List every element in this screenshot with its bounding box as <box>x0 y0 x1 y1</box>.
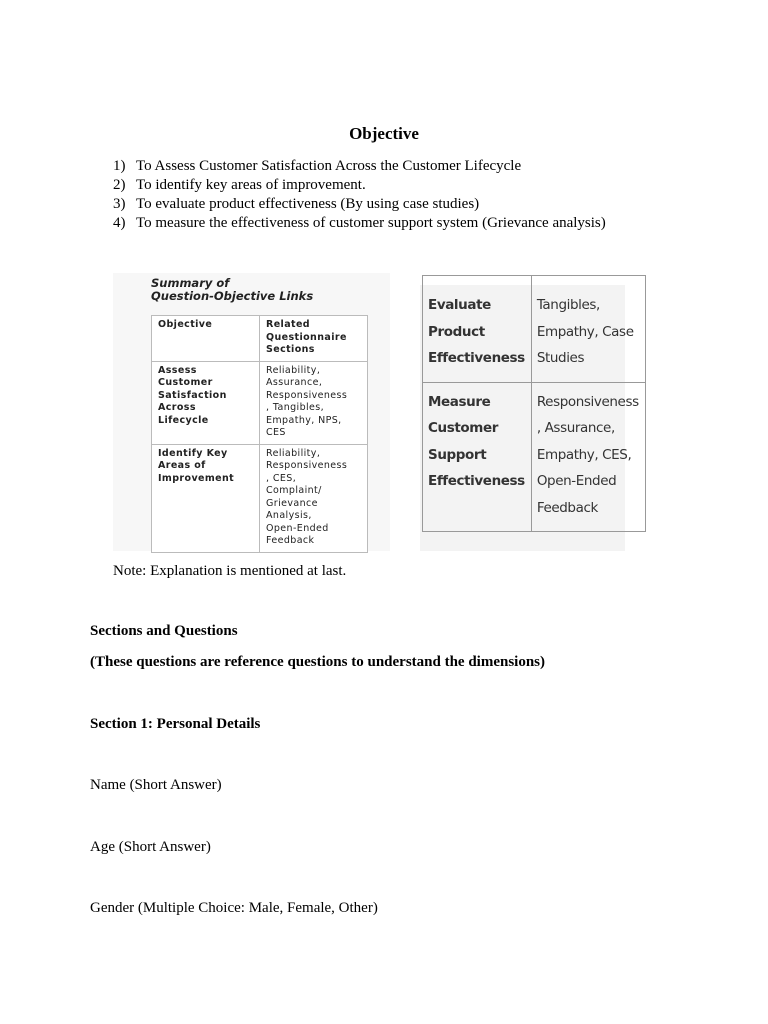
summary-table-image <box>113 273 390 551</box>
question-gender: Gender (Multiple Choice: Male, Female, Other) <box>90 900 378 916</box>
cell-line: Areas of <box>158 460 206 471</box>
cell-line: Tangibles, <box>536 297 600 313</box>
objective-text: To Assess Customer Satisfaction Across the Customer Lifecycle <box>136 158 522 174</box>
sections-cell <box>260 361 368 444</box>
objective-text: To identify key areas of improvement. <box>136 177 366 193</box>
cell-line: Evaluate <box>428 297 491 313</box>
sections-heading: Sections and Questions <box>90 623 238 639</box>
cell-line: Empathy, Case <box>536 323 634 340</box>
objective-cell <box>423 276 532 383</box>
objective-number: 1) <box>113 158 126 174</box>
cell-line: Across <box>158 402 196 413</box>
cell-line: Empathy, NPS, <box>266 414 342 426</box>
table-row <box>152 444 368 552</box>
objective-item <box>113 195 606 214</box>
objective-number: 3) <box>113 196 126 212</box>
cell-line: Improvement <box>158 472 235 484</box>
question-objective-table <box>151 315 368 553</box>
question-objective-table-continued <box>422 275 646 532</box>
question-age: Age (Short Answer) <box>90 839 211 855</box>
cell-line: , CES, <box>266 472 297 484</box>
cell-line: Effectiveness <box>428 473 525 489</box>
cell-line: Customer <box>428 420 498 436</box>
cell-line: Lifecycle <box>158 414 209 426</box>
summary-heading <box>151 277 313 303</box>
cell-line: Feedback <box>266 535 315 546</box>
cell-line: Responsiveness <box>536 393 639 410</box>
cell-line: , Tangibles, <box>266 402 325 413</box>
cell-line: Support <box>428 446 487 463</box>
objective-number: 2) <box>113 177 126 193</box>
objective-text: To measure the effectiveness of customer support system (Grievance analysis) <box>136 215 606 231</box>
header-sections <box>260 316 368 362</box>
objective-text: To evaluate product effectiveness (By using case studies) <box>136 196 480 212</box>
cell-line: Satisfaction <box>158 389 227 401</box>
objective-number: 4) <box>113 215 126 231</box>
cell-line: Responsiveness <box>266 460 348 471</box>
sections-cell <box>531 276 645 383</box>
cell-line: Open-Ended <box>266 522 329 534</box>
header-line: Sections <box>266 344 315 355</box>
objective-cell <box>152 361 260 444</box>
cell-line: Studies <box>536 350 585 366</box>
cell-line: Analysis, <box>266 510 312 521</box>
table-row <box>423 382 646 532</box>
table-row <box>152 361 368 444</box>
section-1-heading: Section 1: Personal Details <box>90 716 261 732</box>
question-name: Name (Short Answer) <box>90 777 222 793</box>
cell-line: Customer <box>158 377 213 388</box>
cell-line: Responsiveness <box>266 389 348 401</box>
objective-item <box>113 176 606 195</box>
cell-line: Reliability, <box>266 364 321 376</box>
cell-line: Complaint/ <box>266 485 322 496</box>
sections-cell <box>260 444 368 552</box>
sections-cell <box>531 382 645 532</box>
cell-line: Open-Ended <box>536 473 617 489</box>
cell-line: Product <box>428 323 485 340</box>
cell-line: Assurance, <box>266 377 323 388</box>
cell-line: CES <box>266 427 286 438</box>
cell-line: Assess <box>158 364 197 376</box>
cell-line: , Assurance, <box>536 420 615 436</box>
cell-line: Reliability, <box>266 447 321 459</box>
cell-line: Grievance <box>266 497 318 509</box>
summary-heading-line: Question-Objective Links <box>151 289 314 303</box>
objectives-list <box>113 157 606 233</box>
header-line: Related <box>266 319 311 330</box>
continuation-table-image <box>420 285 639 551</box>
objective-item <box>113 214 606 233</box>
objective-cell <box>423 382 532 532</box>
table-header-row <box>152 316 368 362</box>
header-line: Questionnaire <box>266 331 347 343</box>
sections-subheading: (These questions are reference questions to understand the dimensions) <box>90 654 546 670</box>
page-title: Objective <box>349 124 419 143</box>
header-objective-label: Objective <box>158 319 213 330</box>
table-row <box>423 276 646 383</box>
cell-line: Empathy, CES, <box>536 446 632 463</box>
objective-cell <box>152 444 260 552</box>
cell-line: Identify Key <box>158 447 228 459</box>
cell-line: Feedback <box>536 499 598 516</box>
summary-heading-line: Summary of <box>151 276 230 290</box>
note-text: Note: Explanation is mentioned at last. <box>113 563 347 579</box>
header-objective <box>152 316 260 362</box>
cell-line: Effectiveness <box>428 350 525 366</box>
objective-item <box>113 157 606 176</box>
cell-line: Measure <box>428 393 491 410</box>
